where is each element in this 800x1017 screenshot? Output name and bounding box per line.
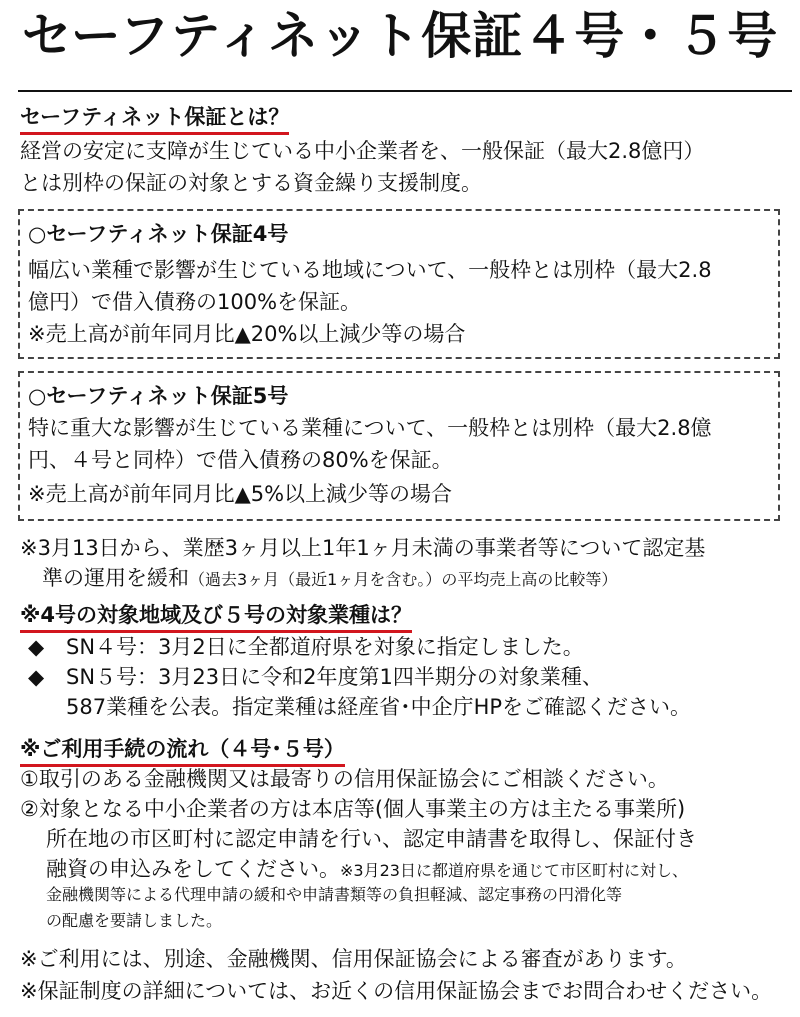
sn4-box (18, 209, 780, 359)
flow-step2-note: ※3月23日に都道府県を通じて市区町村に対し、 (340, 861, 688, 880)
intro-text-line1: 経営の安定に支障が生じている中小企業者を、一般保証（最大2.8億円） (20, 139, 705, 163)
title-divider (18, 90, 792, 92)
flow-step1: ①取引のある金融機関又は最寄りの信用保証協会にご相談ください。 (20, 767, 669, 791)
diamond-bullet-icon: ◆ (28, 665, 45, 689)
sn4-title: ○セーフティネット保証4号 (28, 222, 289, 246)
sn5-text-line2: 円、４号と同枠）で借入債務の80%を保証。 (28, 448, 453, 472)
flow-step2-note-line2: 金融機関等による代理申請の緩和や申請書類等の負担軽減、認定事務の円滑化等 (46, 885, 623, 904)
relaxation-note-detail: （過去3ヶ月（最近1ヶ月を含む。）の平均売上高の比較等） (189, 570, 618, 589)
sn5-text-line1: 特に重大な影響が生じている業種について、一般枠とは別枠（最大2.8億 (28, 416, 712, 440)
target-item-sn5: ◆ SN５号：3月23日に令和2年度第1四半期分の対象業種、 (28, 662, 603, 692)
flow-step2-line1: ②対象となる中小企業者の方は本店等(個人事業主の方は主たる事業所) (20, 797, 686, 821)
target-item-sn4: ◆ SN４号：3月2日に全都道府県を対象に指定しました。 (28, 632, 584, 662)
flow-heading: ※ご利用手続の流れ（４号･５号） (20, 736, 345, 767)
flow-step2-line3: 融資の申込みをしてください。※3月23日に都道府県を通じて市区町村に対し、 (46, 857, 688, 881)
flow-step2-note-line3: の配慮を要請しました。 (46, 911, 223, 930)
sn4-text-line1: 幅広い業種で影響が生じている地域について、一般枠とは別枠（最大2.8 (28, 258, 712, 282)
sn5-box (18, 371, 780, 521)
relaxation-note-line1: ※3月13日から、業歴3ヶ月以上1年1ヶ月未満の事業者等について認定基 (20, 536, 706, 560)
flow-step2-line2: 所在地の市区町村に認定申請を行い、認定申請書を取得し、保証付き (46, 827, 697, 851)
intro-heading: セーフティネット保証とは？ (20, 104, 289, 135)
intro-text-line2: とは別枠の保証の対象とする資金繰り支援制度。 (20, 171, 482, 195)
sn5-title: ○セーフティネット保証5号 (28, 384, 289, 408)
page-title: セーフティネット保証４号・５号 (21, 7, 779, 65)
sn4-text-line2: 億円）で借入債務の100%を保証。 (28, 290, 362, 314)
target-item-sn5-line2: 587業種を公表。指定業種は経産省･中企庁HPをご確認ください。 (66, 695, 692, 719)
relaxation-note-line2 (42, 563, 617, 595)
sn5-condition: ※売上高が前年同月比▲5%以上減少等の場合 (28, 482, 453, 506)
sn4-condition: ※売上高が前年同月比▲20%以上減少等の場合 (28, 322, 466, 346)
targets-heading: ※4号の対象地域及び５号の対象業種は？ (20, 602, 412, 633)
footer-note-line1: ※ご利用には、別途、金融機関、信用保証協会による審査があります。 (20, 947, 687, 971)
footer-note-line2: ※保証制度の詳細については、お近くの信用保証協会までお問合わせください。 (20, 979, 773, 1003)
relaxation-note-main: 準の運用を緩和 (42, 566, 189, 590)
diamond-bullet-icon: ◆ (28, 635, 45, 659)
